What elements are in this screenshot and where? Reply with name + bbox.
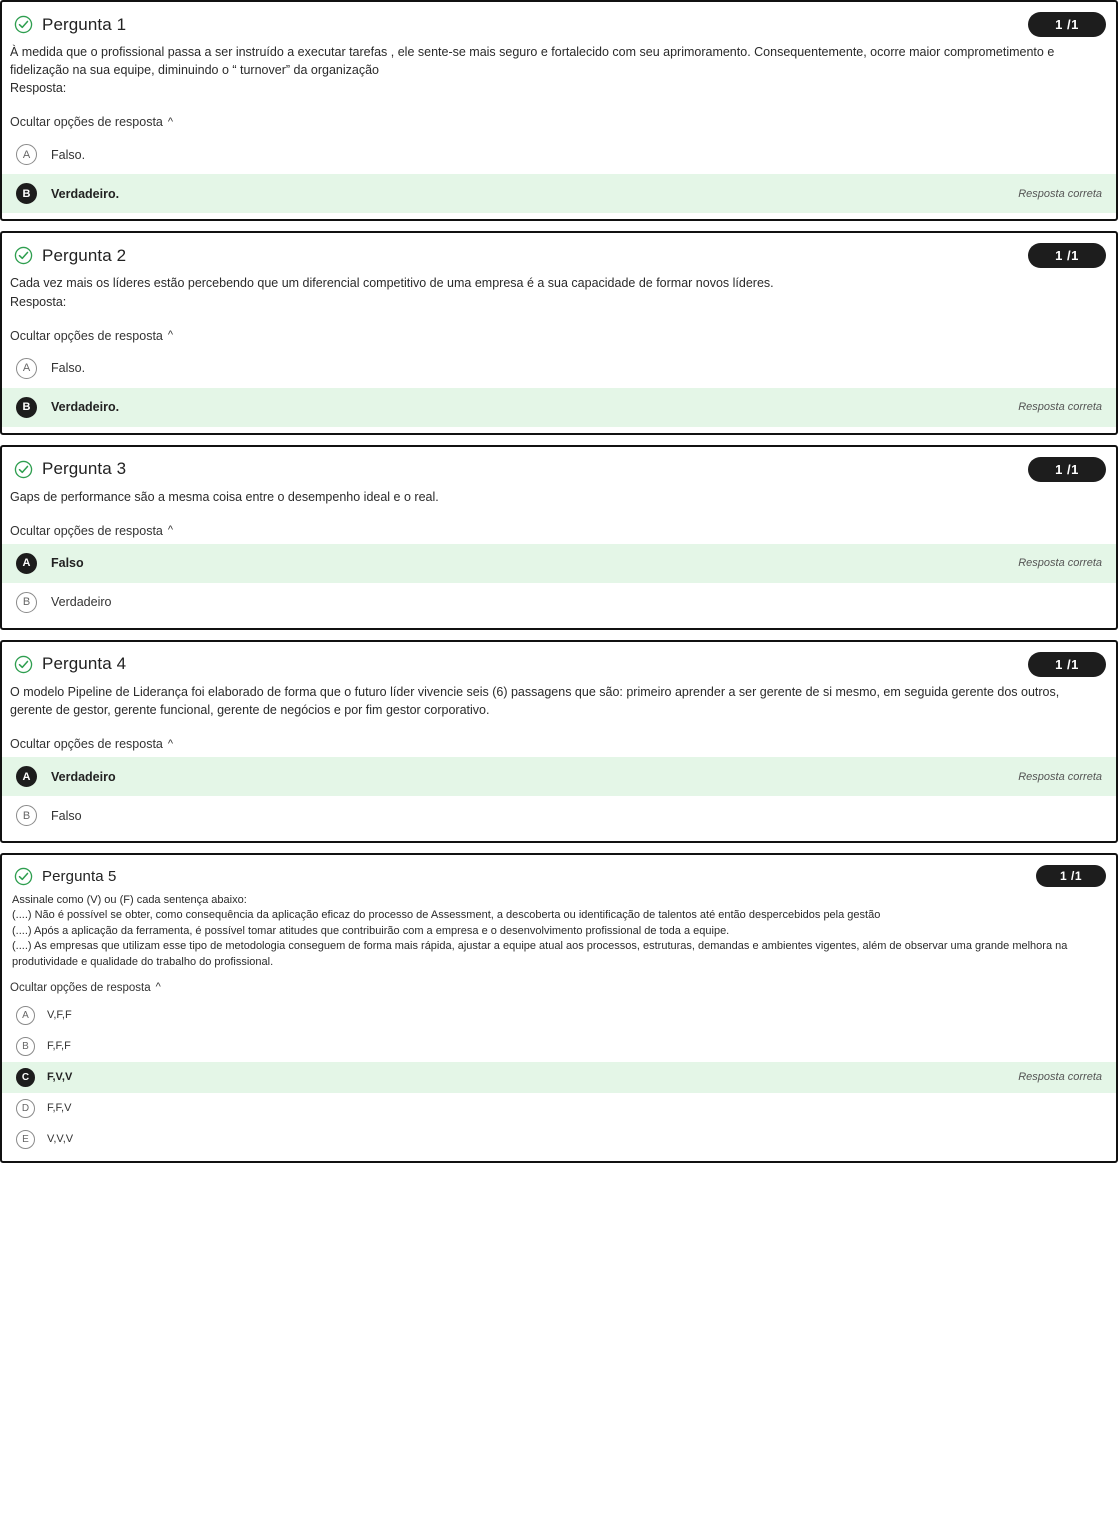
option-text: Verdadeiro bbox=[51, 595, 112, 610]
question-statement bbox=[2, 893, 1116, 970]
option-letter: B bbox=[16, 397, 37, 418]
option-text: Falso bbox=[51, 808, 82, 823]
answer-option[interactable] bbox=[2, 1031, 1116, 1062]
correct-answer-tag: Resposta correta bbox=[1018, 187, 1102, 200]
correct-answer-tag: Resposta correta bbox=[1018, 1071, 1102, 1084]
answer-option[interactable] bbox=[2, 388, 1116, 427]
score-badge: 1 /1 bbox=[1028, 652, 1106, 677]
question-header bbox=[2, 233, 1116, 274]
answer-option[interactable] bbox=[2, 583, 1116, 622]
option-letter: A bbox=[16, 1006, 35, 1025]
question-card bbox=[0, 640, 1118, 843]
chevron-up-icon: ^ bbox=[155, 981, 161, 994]
question-statement bbox=[2, 43, 1116, 97]
question-card bbox=[0, 0, 1118, 221]
score-badge: 1 /1 bbox=[1036, 865, 1106, 887]
answer-options bbox=[2, 757, 1116, 835]
check-circle-icon bbox=[14, 655, 33, 674]
check-circle-icon bbox=[14, 15, 33, 34]
question-header bbox=[2, 642, 1116, 683]
chevron-up-icon: ^ bbox=[167, 329, 174, 342]
answer-option[interactable] bbox=[2, 796, 1116, 835]
question-title: Pergunta 3 bbox=[42, 459, 127, 479]
option-letter: A bbox=[16, 553, 37, 574]
option-text: Verdadeiro bbox=[51, 769, 116, 784]
statement-line: Cada vez mais os líderes estão percebendo que um diferencial competitivo de uma empresa é a sua capacidade de formar novos líderes. bbox=[10, 276, 774, 291]
toggle-answer-options-label: Ocultar opções de resposta bbox=[10, 328, 163, 343]
answer-option[interactable] bbox=[2, 349, 1116, 388]
answer-options bbox=[2, 1000, 1116, 1155]
statement-line: (....) Após a aplicação da ferramenta, é possível tomar atitudes que contribuirão com a empresa e o desenvolvimento profissional de toda a equipe. bbox=[12, 924, 730, 937]
statement-line: (....) As empresas que utilizam esse tipo de metodologia conseguem de forma mais rápida, ajustar a equipe atual aos processos, estruturas, demandas e ambientes vigentes, além de observar uma grande melhora na produtividade e qualidade do trabalho do profissional. bbox=[12, 940, 1068, 968]
option-text: Falso. bbox=[51, 361, 86, 376]
answer-option[interactable] bbox=[2, 1093, 1116, 1124]
check-circle-icon bbox=[14, 246, 33, 265]
option-letter: D bbox=[16, 1099, 35, 1118]
question-title: Pergunta 2 bbox=[42, 245, 127, 265]
question-card bbox=[0, 853, 1118, 1163]
option-text: F,F,V bbox=[47, 1102, 72, 1115]
option-letter: A bbox=[16, 144, 37, 165]
question-card bbox=[0, 445, 1118, 630]
toggle-answer-options[interactable] bbox=[2, 329, 181, 343]
score-badge: 1 /1 bbox=[1028, 243, 1106, 268]
question-header-left bbox=[14, 867, 116, 886]
toggle-answer-options[interactable] bbox=[2, 737, 181, 751]
option-text: V,V,V bbox=[47, 1133, 74, 1146]
statement-line: À medida que o profissional passa a ser instruído a executar tarefas , ele sente-se mais seguro e fortalecido com seu aprimoramento. Consequentemente, ocorre maior comprometimento e fidelização na sua equipe, diminuindo o “ turnover” da organização bbox=[10, 45, 1055, 78]
question-header-left bbox=[14, 246, 126, 266]
toggle-answer-options-label: Ocultar opções de resposta bbox=[10, 115, 163, 130]
toggle-answer-options[interactable] bbox=[2, 982, 169, 994]
option-letter: B bbox=[16, 805, 37, 826]
score-badge: 1 /1 bbox=[1028, 457, 1106, 482]
score-badge: 1 /1 bbox=[1028, 12, 1106, 37]
question-header bbox=[2, 2, 1116, 43]
option-text: V,F,F bbox=[47, 1009, 72, 1022]
option-text: Verdadeiro. bbox=[51, 186, 120, 201]
statement-line: Assinale como (V) ou (F) cada sentença abaixo: bbox=[12, 894, 247, 906]
toggle-answer-options-label: Ocultar opções de resposta bbox=[10, 981, 151, 994]
option-text: Verdadeiro. bbox=[51, 400, 120, 415]
option-text: Falso. bbox=[51, 147, 86, 162]
option-text: F,V,V bbox=[47, 1071, 73, 1084]
option-text: F,F,F bbox=[47, 1040, 71, 1053]
chevron-up-icon: ^ bbox=[167, 115, 174, 128]
answer-options bbox=[2, 349, 1116, 427]
question-statement bbox=[2, 274, 1116, 310]
question-header-left bbox=[14, 654, 126, 674]
chevron-up-icon: ^ bbox=[167, 737, 174, 750]
answer-option[interactable] bbox=[2, 1062, 1116, 1093]
statement-line: Resposta: bbox=[10, 294, 67, 309]
question-header-left bbox=[14, 459, 126, 479]
toggle-answer-options[interactable] bbox=[2, 524, 181, 538]
option-letter: E bbox=[16, 1130, 35, 1149]
question-statement bbox=[2, 683, 1116, 719]
answer-options bbox=[2, 135, 1116, 213]
correct-answer-tag: Resposta correta bbox=[1018, 557, 1102, 570]
question-card bbox=[0, 231, 1118, 434]
chevron-up-icon: ^ bbox=[167, 524, 174, 537]
answer-option[interactable] bbox=[2, 1124, 1116, 1155]
answer-option[interactable] bbox=[2, 757, 1116, 796]
statement-line: O modelo Pipeline de Liderança foi elaborado de forma que o futuro líder vivencie seis (6) passagens que são: primeiro aprender a ser gerente de si mesmo, em seguida gerente dos outros, gerente de gestor, gerente funcional, gerente de negócios e por fim gestor corporativo. bbox=[10, 684, 1060, 717]
statement-line: (....) Não é possível se obter, como consequência da aplicação eficaz do processo de Assessment, a descoberta ou identificação de talentos até então despercebidos pela gestão bbox=[12, 909, 881, 922]
answer-option[interactable] bbox=[2, 174, 1116, 213]
correct-answer-tag: Resposta correta bbox=[1018, 401, 1102, 414]
toggle-answer-options-label: Ocultar opções de resposta bbox=[10, 523, 163, 538]
question-header-left bbox=[14, 15, 126, 35]
question-title: Pergunta 4 bbox=[42, 654, 127, 674]
question-header bbox=[2, 447, 1116, 488]
answer-option[interactable] bbox=[2, 544, 1116, 583]
check-circle-icon bbox=[14, 460, 33, 479]
toggle-answer-options[interactable] bbox=[2, 115, 181, 129]
option-letter: A bbox=[16, 766, 37, 787]
option-letter: B bbox=[16, 592, 37, 613]
option-letter: A bbox=[16, 358, 37, 379]
answer-options bbox=[2, 544, 1116, 622]
answer-option[interactable] bbox=[2, 1000, 1116, 1031]
statement-line: Gaps de performance são a mesma coisa entre o desempenho ideal e o real. bbox=[10, 489, 439, 504]
question-title: Pergunta 1 bbox=[42, 14, 127, 34]
option-letter: B bbox=[16, 1037, 35, 1056]
question-header bbox=[2, 855, 1116, 893]
question-statement bbox=[2, 488, 1116, 506]
option-letter: C bbox=[16, 1068, 35, 1087]
question-title: Pergunta 5 bbox=[42, 867, 117, 885]
correct-answer-tag: Resposta correta bbox=[1018, 770, 1102, 783]
statement-line: Resposta: bbox=[10, 81, 67, 96]
answer-option[interactable] bbox=[2, 135, 1116, 174]
check-circle-icon bbox=[14, 867, 33, 886]
option-text: Falso bbox=[51, 556, 84, 571]
option-letter: B bbox=[16, 183, 37, 204]
toggle-answer-options-label: Ocultar opções de resposta bbox=[10, 737, 163, 751]
